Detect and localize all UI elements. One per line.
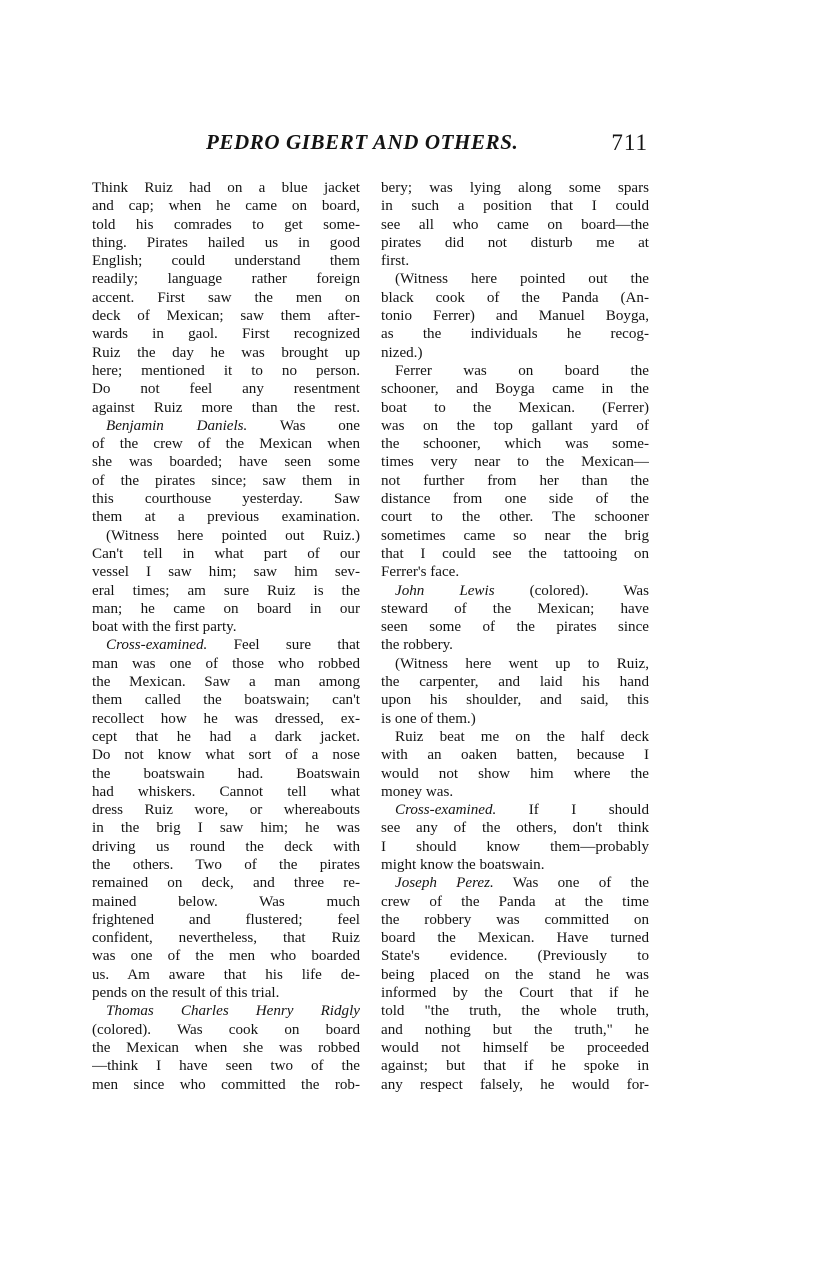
text-line [381,380,649,398]
text-segment: the schooner, which was some- [381,436,649,453]
text-segment: cept that he had a dark jacket. [92,728,360,745]
text-segment: (colored). Was cook on board [92,1021,360,1038]
text-segment: and nothing but the truth," he [381,1021,649,1038]
text-segment: (Witness here went up to Ruiz, [395,655,649,672]
text-line [92,929,360,947]
text-line [92,856,360,874]
italic-name: Cross-examined. [106,637,208,654]
text-line [381,490,649,508]
text-segment: Do not feel any resentment [92,381,360,398]
text-segment: see any of the others, don't think [381,820,649,837]
text-line [92,399,360,417]
text-segment: Do not know what sort of a nose [92,747,360,764]
text-line [381,600,649,618]
text-segment: sometimes came so near the brig [381,527,649,544]
text-line [92,947,360,965]
text-segment: against Ruiz more than the rest. [92,399,360,416]
text-line [92,801,360,819]
italic-name: Thomas Charles Henry Ridgly [106,1003,360,1020]
text-segment: them called the boatswain; can't [92,692,360,709]
text-line [381,618,649,636]
text-segment: dress Ruiz wore, or whereabouts [92,802,360,819]
text-segment: money was. [381,783,454,800]
text-segment: them at a previous examination. [92,509,360,526]
text-segment: boat with the first party. [92,619,237,636]
text-segment: frightened and flustered; feel [92,911,360,928]
text-segment: Think Ruiz had on a blue jacket [92,180,360,196]
text-line [381,527,649,545]
text-line [381,252,649,270]
text-line [381,417,649,435]
text-segment: here; mentioned it to no person. [92,362,360,379]
text-segment: that I could see the tattooing on [381,545,649,562]
text-segment: would not himself be proceeded [381,1039,649,1056]
text-segment: —think I have seen two of the [92,1058,360,1075]
text-segment: black cook of the Panda (An- [381,289,649,306]
text-segment: had whiskers. Cannot tell what [92,783,360,800]
text-line [381,508,649,526]
text-line [92,710,360,728]
text-segment: the robbery was committed on [381,911,649,928]
text-line [92,1076,360,1094]
page-number: 711 [611,130,648,155]
text-segment: in the brig I saw him; he was [92,820,360,837]
text-line [381,435,649,453]
text-line [92,911,360,929]
text-segment: man was one of those who robbed [92,655,360,672]
text-segment: might know the boatswain. [381,856,545,873]
text-segment: with an oaken batten, because I [381,747,649,764]
text-line [381,453,649,471]
text-segment: bery; was lying along some spars [381,180,649,196]
text-line [92,838,360,856]
text-line [381,234,649,252]
left-text-column [92,179,360,1094]
text-segment: court to the other. The schooner [381,509,649,526]
text-line [92,417,360,435]
text-line [92,453,360,471]
right-text-column [381,179,649,1094]
text-segment: and cap; when he came on board, [92,198,360,215]
text-segment: the Mexican. Saw a man among [92,674,360,691]
text-segment: mained below. Was much [92,893,360,910]
text-line [92,783,360,801]
text-segment: Can't tell in what part of our [92,545,360,562]
text-line [381,691,649,709]
text-line [92,874,360,892]
text-line [381,1076,649,1094]
text-line [92,252,360,270]
italic-name: John Lewis [395,582,495,599]
text-segment: in such a position that I could [381,198,649,215]
text-line [381,344,649,362]
text-line [381,947,649,965]
text-segment: would not show him where the [381,765,649,782]
text-line [381,966,649,984]
text-line [92,655,360,673]
text-line [92,984,360,1002]
text-segment: times very near to the Mexican— [381,454,649,471]
text-line [381,399,649,417]
text-line [92,527,360,545]
text-line [381,984,649,1002]
text-segment: readily; language rather foreign [92,271,360,288]
text-line [92,490,360,508]
text-segment: Ruiz beat me on the half deck [395,728,649,745]
text-line [92,307,360,325]
text-segment: distance from one side of the [381,491,649,508]
text-segment: thing. Pirates hailed us in good [92,234,360,251]
text-segment: any respect falsely, he would for- [381,1076,649,1093]
text-line [92,636,360,654]
text-line [381,270,649,288]
text-segment: is one of them.) [381,710,476,727]
text-line [92,765,360,783]
running-header [92,128,652,158]
text-segment: of the crew of the Mexican when [92,436,360,453]
text-segment: Was one of the [493,875,649,892]
text-line [92,600,360,618]
text-segment: (Witness here pointed out the [395,271,649,288]
text-segment: steward of the Mexican; have [381,600,649,617]
text-line [381,197,649,215]
text-line [381,765,649,783]
text-segment: of the pirates since; saw them in [92,472,360,489]
text-line [381,838,649,856]
text-segment: schooner, and Boyga came in the [381,381,649,398]
text-line [92,728,360,746]
text-segment: Ruiz the day he was brought up [92,344,360,361]
text-line [381,179,649,197]
text-segment: as the individuals he recog- [381,326,649,343]
text-line [381,856,649,874]
text-line [381,673,649,691]
text-segment: If I should [496,802,649,819]
text-line [381,911,649,929]
text-line [381,710,649,728]
text-segment: Was one [247,417,360,434]
text-line [92,234,360,252]
text-segment: deck of Mexican; saw them after- [92,308,360,325]
text-segment: first. [381,253,410,270]
text-segment: accent. First saw the men on [92,289,360,306]
text-line [381,325,649,343]
text-line [92,179,360,197]
text-line [92,966,360,984]
text-line [92,1002,360,1020]
text-segment: crew of the Panda at the time [381,893,649,910]
text-segment: nized.) [381,344,423,361]
text-segment: eral times; am sure Ruiz is the [92,582,360,599]
text-line [381,746,649,764]
text-segment: seen some of the pirates since [381,619,649,636]
text-segment: was one of the men who boarded [92,948,360,965]
text-segment: confident, nevertheless, that Ruiz [92,930,360,947]
text-line [381,563,649,581]
text-segment: against; but that if he spoke in [381,1058,649,1075]
text-segment: Ferrer's face. [381,564,460,581]
text-line [381,362,649,380]
text-line [92,325,360,343]
text-line [92,893,360,911]
text-segment: men since who committed the rob- [92,1076,360,1093]
text-line [92,1021,360,1039]
text-segment: remained on deck, and three re- [92,875,360,892]
text-line [381,655,649,673]
text-line [381,582,649,600]
text-line [92,380,360,398]
text-segment: recollect how he was dressed, ex- [92,710,360,727]
text-line [92,746,360,764]
text-segment: boat to the Mexican. (Ferrer) [381,399,649,416]
running-title: PEDRO GIBERT AND OTHERS. [206,130,519,154]
text-line [381,819,649,837]
text-line [381,1057,649,1075]
text-segment: pends on the result of this trial. [92,985,280,1002]
text-segment: vessel I saw him; saw him sev- [92,564,360,581]
text-line [92,673,360,691]
text-line [381,472,649,490]
text-segment: us. Am aware that his life de- [92,966,360,983]
text-line [92,1039,360,1057]
text-segment: told his comrades to get some- [92,216,360,233]
text-segment: this courthouse yesterday. Saw [92,491,360,508]
text-segment: upon his shoulder, and said, this [381,692,649,709]
text-segment: wards in gaol. First recognized [92,326,360,343]
text-line [381,216,649,234]
text-segment: informed by the Court that if he [381,985,649,1002]
text-segment: man; he came on board in our [92,600,360,617]
text-line [92,472,360,490]
text-line [92,344,360,362]
text-segment: the Mexican when she was robbed [92,1039,360,1056]
text-line [92,197,360,215]
italic-name: Joseph Perez. [395,875,494,892]
text-segment: State's evidence. (Previously to [381,948,649,965]
text-line [381,1039,649,1057]
text-line [92,545,360,563]
text-line [381,893,649,911]
text-segment: pirates did not disturb me at [381,234,649,251]
text-line [381,307,649,325]
text-segment: (colored). Was [494,582,649,599]
italic-name: Benjamin Daniels. [106,417,248,434]
text-segment: see all who came on board—the [381,216,649,233]
text-segment: she was boarded; have seen some [92,454,360,471]
text-line [381,636,649,654]
text-line [92,1057,360,1075]
text-line [381,874,649,892]
text-segment: Ferrer was on board the [395,362,649,379]
text-line [381,783,649,801]
text-line [92,618,360,636]
text-line [381,801,649,819]
text-line [92,362,360,380]
text-segment: not further from her than the [381,472,649,489]
text-line [92,270,360,288]
text-segment: I should know them—probably [381,838,649,855]
text-line [92,216,360,234]
text-line [381,1021,649,1039]
text-segment: the carpenter, and laid his hand [381,674,649,691]
text-segment: the others. Two of the pirates [92,856,360,873]
italic-name: Cross-examined. [395,802,497,819]
text-segment: was on the top gallant yard of [381,417,649,434]
text-line [92,563,360,581]
text-segment: board the Mexican. Have turned [381,930,649,947]
text-line [381,728,649,746]
text-line [92,289,360,307]
text-segment: driving us round the deck with [92,838,360,855]
text-segment: English; could understand them [92,253,360,270]
text-line [92,435,360,453]
text-segment: the robbery. [381,637,453,654]
text-line [381,545,649,563]
text-line [381,289,649,307]
text-segment: the boatswain had. Boatswain [92,765,360,782]
text-line [381,1002,649,1020]
text-segment: (Witness here pointed out Ruiz.) [106,527,360,544]
text-line [92,508,360,526]
text-line [92,582,360,600]
text-line [92,691,360,709]
text-segment: being placed on the stand he was [381,966,649,983]
text-segment: tonio Ferrer) and Manuel Boyga, [381,308,649,325]
text-segment: Feel sure that [207,637,360,654]
text-line [92,819,360,837]
text-segment: told "the truth, the whole truth, [381,1003,649,1020]
text-line [381,929,649,947]
